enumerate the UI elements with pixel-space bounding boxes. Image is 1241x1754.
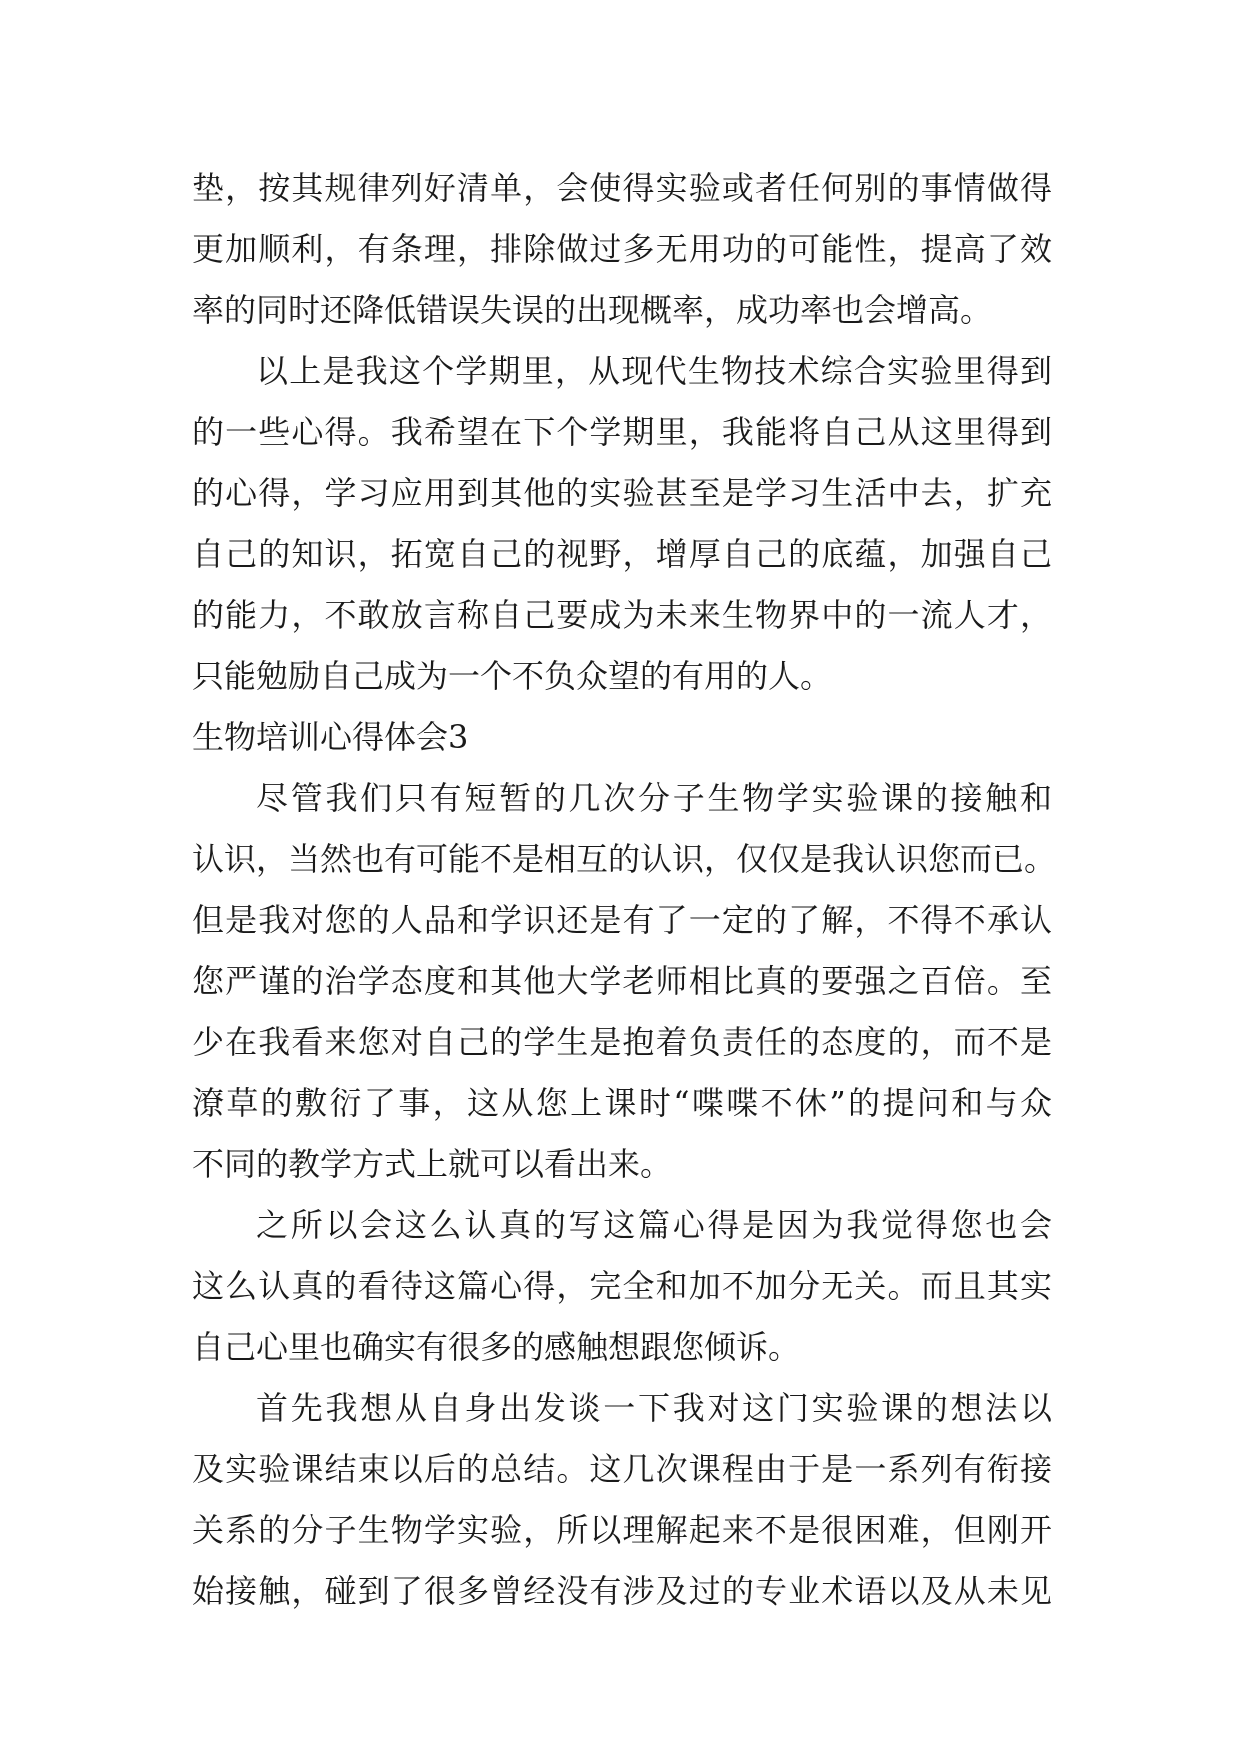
paragraph-line: 之所以会这么认真的写这篇心得是因为我觉得您也会 (256, 1206, 1052, 1244)
paragraph-line: 关系的分子生物学实验，所以理解起来不是很困难，但刚开 (192, 1511, 1052, 1549)
paragraph-line: 只能勉励自己成为一个不负众望的有用的人。 (192, 657, 833, 695)
paragraph-line: 这么认真的看待这篇心得，完全和加不加分无关。而且其实 (192, 1267, 1052, 1305)
paragraph-line: 垫，按其规律列好清单，会使得实验或者任何别的事情做得 (192, 169, 1052, 207)
paragraph-line: 自己的知识，拓宽自己的视野，增厚自己的底蕴，加强自己 (192, 535, 1052, 573)
paragraph-line: 但是我对您的人品和学识还是有了一定的了解，不得不承认 (192, 901, 1052, 939)
paragraph-line: 始接触，碰到了很多曾经没有涉及过的专业术语以及从未见 (192, 1572, 1052, 1610)
paragraph-line: 尽管我们只有短暂的几次分子生物学实验课的接触和 (256, 779, 1052, 817)
paragraph-line: 及实验课结束以后的总结。这几次课程由于是一系列有衔接 (192, 1450, 1052, 1488)
paragraph-line: 的能力，不敢放言称自己要成为未来生物界中的一流人才， (192, 596, 1052, 634)
paragraph-line: 少在我看来您对自己的学生是抱着负责任的态度的，而不是 (192, 1023, 1052, 1061)
paragraph-line: 更加顺利，有条理，排除做过多无用功的可能性，提高了效 (192, 230, 1052, 268)
paragraph-line: 的心得，学习应用到其他的实验甚至是学习生活中去，扩充 (192, 474, 1052, 512)
paragraph-line: 自己心里也确实有很多的感触想跟您倾诉。 (192, 1328, 801, 1366)
paragraph-line: 的一些心得。我希望在下个学期里，我能将自己从这里得到 (192, 413, 1052, 451)
paragraph-line: 认识，当然也有可能不是相互的认识，仅仅是我认识您而已。 (192, 840, 1057, 878)
paragraph-line: 率的同时还降低错误失误的出现概率，成功率也会增高。 (192, 291, 993, 329)
document-body (192, 158, 1057, 1622)
paragraph-line: 以上是我这个学期里，从现代生物技术综合实验里得到 (256, 352, 1052, 390)
section-heading: 生物培训心得体会3 (192, 718, 469, 756)
paragraph-line: 不同的教学方式上就可以看出来。 (192, 1145, 673, 1183)
paragraph-line: 潦草的敷衍了事，这从您上课时“喋喋不休”的提问和与众 (192, 1084, 1052, 1122)
paragraph-line: 首先我想从自身出发谈一下我对这门实验课的想法以 (256, 1389, 1052, 1427)
paragraph-line: 您严谨的治学态度和其他大学老师相比真的要强之百倍。至 (192, 962, 1052, 1000)
